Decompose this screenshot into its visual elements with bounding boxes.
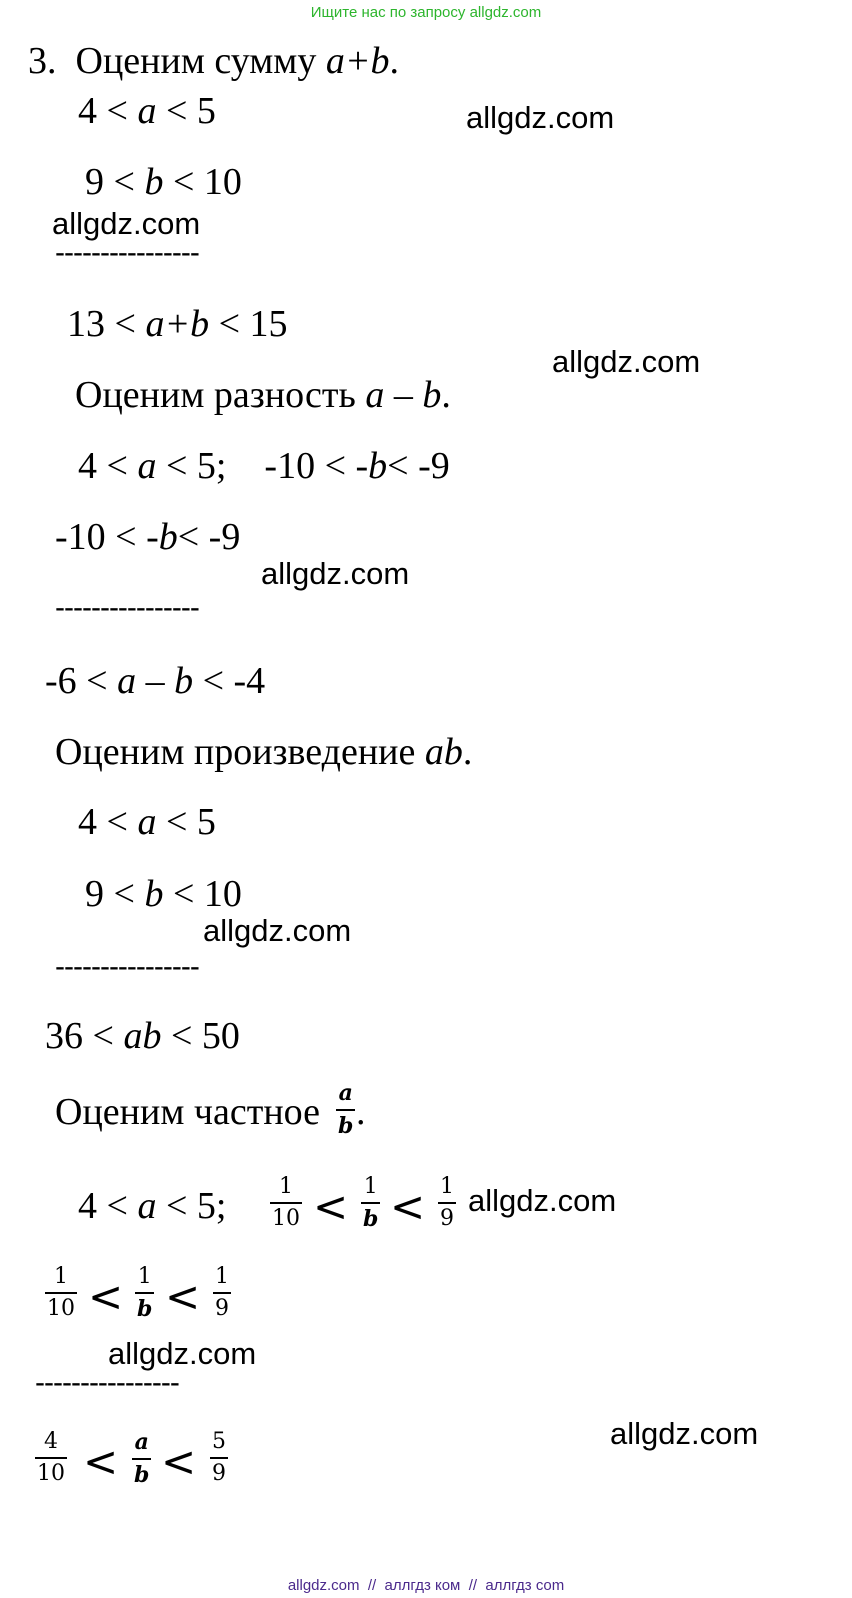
watermark: allgdz.com bbox=[203, 913, 352, 948]
prod-result: 36 < ab < 50 bbox=[45, 1015, 240, 1057]
bounds-b-1: 9 < b < 10 bbox=[85, 161, 242, 203]
problem-number: 3. bbox=[28, 40, 57, 82]
prod-title: Оценим произведение ab. bbox=[55, 731, 473, 773]
footer-link-allgdz-cyr[interactable]: аллгдз ком bbox=[384, 1577, 461, 1594]
watermark: allgdz.com bbox=[610, 1416, 759, 1451]
less-than-sign: < bbox=[313, 1182, 349, 1231]
watermark: allgdz.com bbox=[52, 206, 201, 241]
fraction-four-tenths: 4 10 bbox=[37, 1429, 65, 1486]
sum-result: 13 < a+b < 15 bbox=[67, 303, 288, 345]
sum-title: Оценим сумму bbox=[75, 40, 326, 82]
diff-title: Оценим разность a – b. bbox=[75, 374, 451, 416]
less-than-sign: < bbox=[161, 1437, 197, 1486]
watermark: allgdz.com bbox=[108, 1336, 257, 1371]
divider-rule: ---------------- bbox=[55, 950, 199, 983]
less-than-sign: < bbox=[165, 1272, 201, 1321]
fraction-a-over-b: a b bbox=[134, 1429, 150, 1488]
problem-heading: 3. Оценим сумму a+b. bbox=[28, 40, 399, 82]
footer-link-allgdz[interactable]: allgdz.com bbox=[287, 1577, 360, 1594]
diff-result: -6 < a – b < -4 bbox=[45, 660, 266, 702]
diff-line-1: 4 < a < 5; -10 < -b< -9 bbox=[78, 445, 450, 487]
fraction-one-tenth: 1 10 bbox=[272, 1174, 300, 1231]
watermark: allgdz.com bbox=[552, 344, 701, 379]
watermark: allgdz.com bbox=[261, 556, 410, 591]
quot-line-1: 4 < a < 5; bbox=[78, 1185, 227, 1227]
footer-links: allgdz.com // аллгдз ком // аллгдз com bbox=[287, 1577, 565, 1594]
less-than-sign: < bbox=[88, 1272, 124, 1321]
bounds-a-2: 4 < a < 5 bbox=[78, 801, 216, 843]
diff-line-2: -10 < -b< -9 bbox=[55, 516, 241, 558]
bounds-a-1: 4 < a < 5 bbox=[78, 90, 216, 132]
fraction-one-ninth: 1 9 bbox=[215, 1264, 229, 1321]
watermark: allgdz.com bbox=[466, 100, 615, 135]
quot-title: Оценим частное bbox=[55, 1091, 320, 1133]
divider-rule: ---------------- bbox=[35, 1366, 179, 1399]
footer-link-allgdz-cyr-com[interactable]: аллгдз com bbox=[485, 1577, 565, 1594]
fraction-one-tenth: 1 10 bbox=[47, 1264, 75, 1321]
watermark: allgdz.com bbox=[468, 1183, 617, 1218]
fraction-one-over-b: 1 b bbox=[137, 1264, 153, 1322]
fraction-one-over-b: 1 b bbox=[363, 1174, 379, 1232]
divider-rule: ---------------- bbox=[55, 591, 199, 624]
less-than-sign: < bbox=[83, 1437, 119, 1486]
search-hint: Ищите нас по запросу allgdz.com bbox=[310, 4, 542, 21]
fraction-a-over-b: a b bbox=[338, 1080, 354, 1139]
quot-title-end: . bbox=[356, 1091, 366, 1133]
fraction-one-ninth: 1 9 bbox=[440, 1174, 454, 1231]
bounds-b-2: 9 < b < 10 bbox=[85, 873, 242, 915]
less-than-sign: < bbox=[390, 1182, 426, 1231]
sum-var: a+b bbox=[325, 40, 390, 82]
fraction-five-ninths: 5 9 bbox=[212, 1429, 226, 1486]
divider-rule: ---------------- bbox=[55, 236, 199, 269]
